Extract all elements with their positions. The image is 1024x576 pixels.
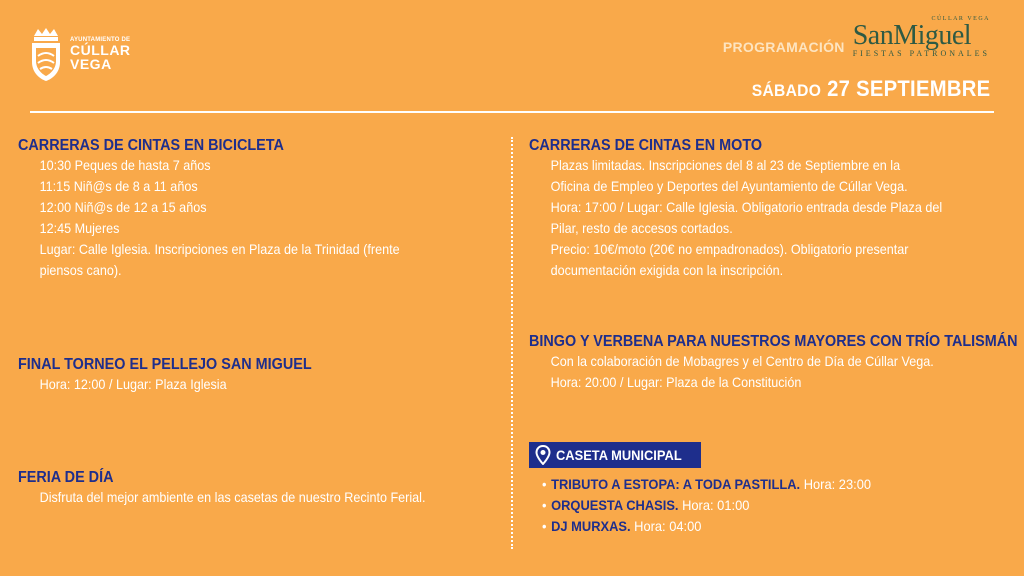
town-logo [28, 26, 131, 82]
bullet-icon: • [542, 476, 547, 492]
item-name: DJ MURXAS. [551, 518, 631, 534]
brand-top: CÚLLAR VEGA [931, 16, 990, 22]
bullet-icon: • [542, 518, 547, 534]
body-line: Hora: 12:00 / Lugar: Plaza Iglesia [39, 376, 227, 392]
item-time: Hora: 23:00 [803, 476, 872, 492]
section-torneo [18, 356, 344, 395]
list-item [542, 474, 871, 495]
body-line: 12:45 Mujeres [39, 220, 120, 236]
brand-tag: FIESTAS PATRONALES [852, 49, 990, 58]
section-bingo [529, 333, 1024, 393]
section-body [18, 487, 425, 508]
header-divider [30, 111, 994, 113]
section-body [529, 155, 942, 281]
list-item [542, 495, 871, 516]
caseta-label: CASETA MUNICIPAL [556, 447, 682, 463]
section-body [529, 351, 1018, 393]
date-day: SÁBADO [751, 81, 821, 100]
programacion-label: PROGRAMACIÓN [722, 39, 845, 55]
section-title: CARRERAS DE CINTAS EN BICICLETA [18, 137, 284, 154]
coat-of-arms-icon [28, 26, 64, 82]
section-title: BINGO Y VERBENA PARA NUESTROS MAYORES CON TRÍO TALISMÁN [529, 333, 1018, 350]
location-pin-icon [535, 445, 551, 465]
list-item [542, 516, 871, 537]
item-time: Hora: 04:00 [634, 518, 702, 534]
san-miguel-logo [852, 16, 990, 58]
body-line: piensos cano). [39, 262, 122, 278]
column-divider [511, 137, 513, 549]
body-line: Oficina de Empleo y Deportes del Ayuntamiento de Cúllar Vega. [550, 178, 908, 194]
town-name-line1: CÚLLAR [70, 42, 131, 58]
item-name: TRIBUTO A ESTOPA: A TODA PASTILLA. [551, 476, 801, 492]
body-line: Plazas limitadas. Inscripciones del 8 al 23 de Septiembre en la [550, 157, 901, 173]
section-moto [529, 137, 988, 281]
section-title: CARRERAS DE CINTAS EN MOTO [529, 137, 763, 154]
item-time: Hora: 01:00 [682, 497, 750, 513]
body-line: Lugar: Calle Iglesia. Inscripciones en Plaza de la Trinidad (frente [39, 241, 400, 257]
body-line: 12:00 Niñ@s de 12 a 15 años [39, 199, 207, 215]
body-line: 11:15 Niñ@s de 8 a 11 años [39, 178, 198, 194]
section-body [18, 155, 400, 281]
date-rest: 27 SEPTIEMBRE [826, 76, 990, 101]
event-date [751, 76, 990, 102]
bullet-icon: • [542, 497, 547, 513]
section-body [18, 374, 312, 395]
section-feria [18, 469, 471, 508]
body-line: Hora: 17:00 / Lugar: Calle Iglesia. Obligatorio entrada desde Plaza del [550, 199, 943, 215]
town-name [70, 37, 131, 71]
caseta-list [542, 474, 900, 537]
body-line: Hora: 20:00 / Lugar: Plaza de la Constitución [550, 374, 802, 390]
body-line: Disfruta del mejor ambiente en las casetas de nuestro Recinto Ferial. [39, 489, 426, 505]
header-branding [722, 16, 990, 58]
body-line: 10:30 Peques de hasta 7 años [39, 157, 211, 173]
item-name: ORQUESTA CHASIS. [551, 497, 679, 513]
town-name-line2: VEGA [70, 56, 112, 72]
body-line: Con la colaboración de Mobagres y el Centro de Día de Cúllar Vega. [550, 353, 934, 369]
section-bicicleta [18, 137, 442, 281]
section-title: FINAL TORNEO EL PELLEJO SAN MIGUEL [18, 356, 312, 373]
brand-name: SanMiguel [852, 20, 972, 51]
town-name-prefix: AYUNTAMIENTO DE [70, 37, 131, 43]
body-line: documentación exigida con la inscripción. [550, 262, 784, 278]
section-title: FERIA DE DÍA [18, 469, 114, 486]
caseta-municipal-badge [529, 442, 701, 468]
body-line: Precio: 10€/moto (20€ no empadronados). Obligatorio presentar [550, 241, 909, 257]
body-line: Pilar, resto de accesos cortados. [550, 220, 733, 236]
